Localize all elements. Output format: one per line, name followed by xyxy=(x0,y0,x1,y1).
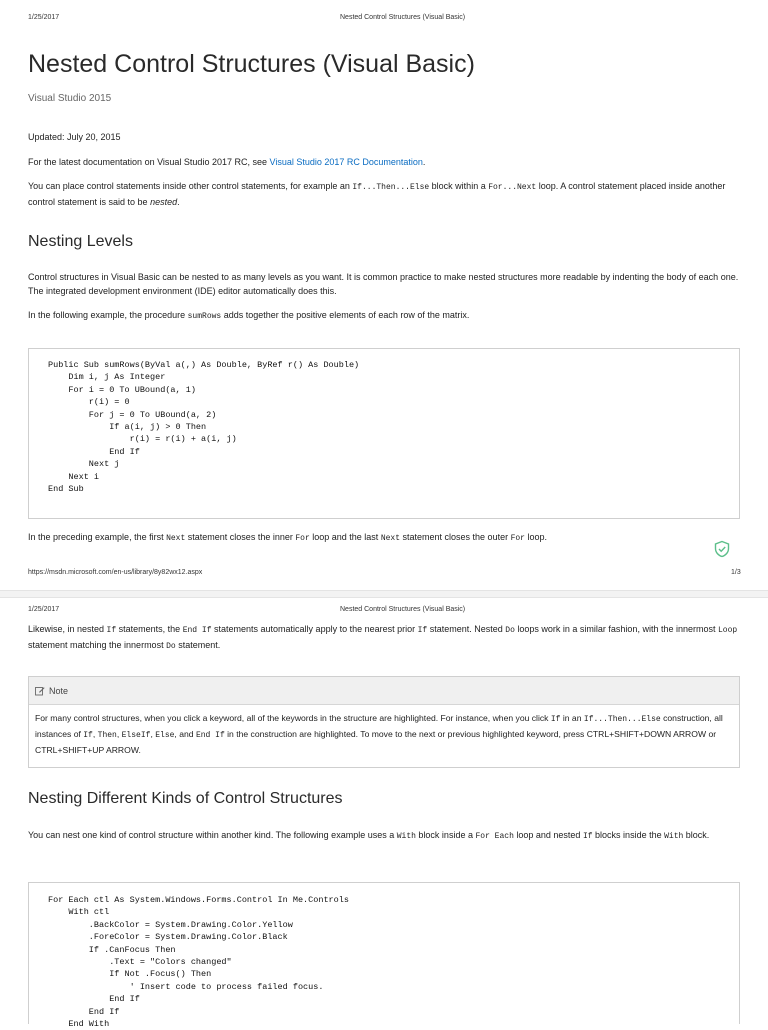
print-header-title-2: Nested Control Structures (Visual Basic) xyxy=(340,606,466,613)
updated-date: Updated: July 20, 2015 xyxy=(28,132,121,142)
heading-nesting-kinds: Nesting Different Kinds of Control Structures xyxy=(28,790,343,807)
note-pencil-icon xyxy=(35,686,45,696)
code-block-foreach xyxy=(28,882,740,1030)
print-header-date: 1/25/2017 xyxy=(28,14,60,21)
preceding-example-paragraph: In the preceding example, the first Next statement closes the inner For loop and the last Next statement closes the outer For loop. xyxy=(28,532,548,543)
levels-paragraph: Control structures in Visual Basic can be nested to as many levels as you want. It is common practice to make nested structures more readable by indenting the body of each one. The integrated development environment (IDE) editor automatically does this. xyxy=(28,272,739,296)
code-block-sumrows xyxy=(28,348,740,519)
page-break xyxy=(0,590,768,598)
note-label: Note xyxy=(49,685,69,696)
shield-check-icon xyxy=(713,540,731,558)
product-version: Visual Studio 2015 xyxy=(28,93,112,104)
intro-paragraph: You can place control statements inside other control statements, for example an If...Then...Else block within a For...Next loop. A control statement placed inside another control statement is said to be nested. xyxy=(28,181,726,207)
note-box xyxy=(28,676,740,768)
heading-nesting-levels: Nesting Levels xyxy=(28,233,133,250)
likewise-paragraph: Likewise, in nested If statements, the End If statements automatically apply to the nearest prior If statement. Nested Do loops work in a similar fashion, with the innermost Loop statement matching the innermost Do statement. xyxy=(28,624,738,651)
print-footer-page: 1/3 xyxy=(731,569,741,576)
print-header-date-2: 1/25/2017 xyxy=(28,606,60,613)
code-foreach: For Each ctl As System.Windows.Forms.Control In Me.Controls With ctl .BackColor = System.Drawing.Color.Yellow .ForeColor = System.Drawing.Color.Black If .CanFocus Then .Text = "Colors changed" If Not .Focus() Then ' Insert code to process failed focus. End If End If End With xyxy=(48,895,349,1030)
code-sumrows: Public Sub sumRows(ByVal a(,) As Double, ByRef r() As Double) Dim i, j As Integer For i = 0 To UBound(a, 1) r(i) = 0 For j = 0 To UBound(a, 2) If a(i, j) > 0 Then r(i) = r(i) + a(i, j) End If Next j Next i End Sub xyxy=(48,360,360,495)
print-header-title: Nested Control Structures (Visual Basic) xyxy=(340,14,466,21)
note-text: For many control structures, when you click a keyword, all of the keywords in the structure are highlighted. For instance, when you click If in an If...Then...Else construction, all instances of If, Then, ElseIf, Else, and End If in the construction are highlighted. To move to the next or previous highlighted keyword, press CTRL+SHIFT+DOWN ARROW or CTRL+SHIFT+UP ARROW. xyxy=(35,713,723,755)
kinds-paragraph: You can nest one kind of control structure within another kind. The following example uses a With block inside a For Each loop and nested If blocks inside the With block. xyxy=(28,830,710,841)
print-footer-url: https://msdn.microsoft.com/en-us/library/8y82wx12.aspx xyxy=(28,569,203,576)
example-intro-paragraph: In the following example, the procedure sumRows adds together the positive elements of each row of the matrix. xyxy=(28,310,470,321)
note-header xyxy=(29,677,739,705)
latest-docs-link[interactable]: Visual Studio 2017 RC Documentation xyxy=(269,157,423,167)
page-title: Nested Control Structures (Visual Basic) xyxy=(28,50,475,78)
latest-docs-notice: For the latest documentation on Visual Studio 2017 RC, see Visual Studio 2017 RC Documentation. xyxy=(28,157,426,167)
